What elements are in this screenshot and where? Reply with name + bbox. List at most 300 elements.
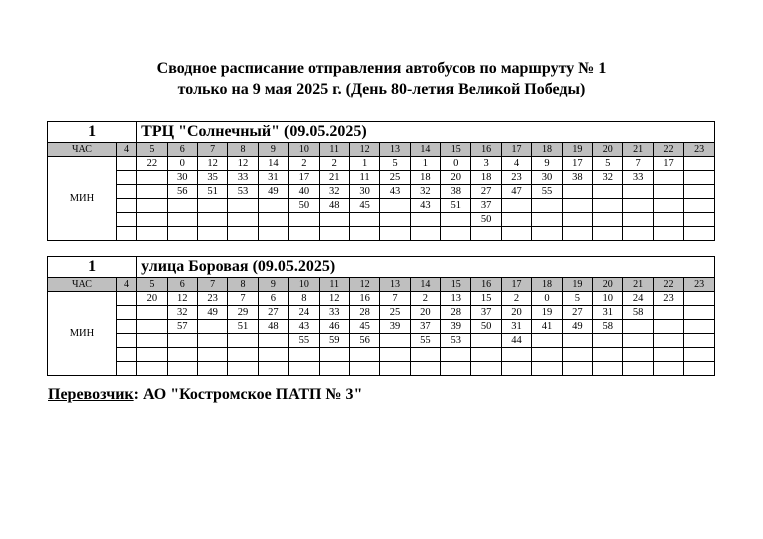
minute-cell: 1: [349, 157, 379, 171]
minute-cell: 17: [289, 171, 319, 185]
minute-cell: [562, 213, 592, 227]
minute-cell: [258, 348, 288, 362]
route-number: 1: [48, 122, 137, 143]
hour-label: ЧАС: [48, 278, 117, 292]
minute-cell: 39: [380, 320, 410, 334]
minute-cell: 37: [471, 199, 501, 213]
schedule-table-solnechny: [47, 121, 715, 241]
minute-cell: [653, 348, 683, 362]
minute-cell: 27: [258, 306, 288, 320]
minute-cell: [623, 185, 653, 199]
minute-cell: [684, 348, 715, 362]
minute-cell: 13: [441, 292, 471, 306]
minute-cell: 5: [593, 157, 623, 171]
minute-cell: [228, 334, 258, 348]
minute-cell: 30: [349, 185, 379, 199]
hour-cell: 7: [197, 143, 227, 157]
minute-cell: [137, 185, 167, 199]
minute-cell: [167, 213, 197, 227]
minute-cell: 7: [623, 157, 653, 171]
minute-cell: [593, 199, 623, 213]
minute-cell: 45: [349, 320, 379, 334]
carrier-line: [48, 386, 362, 404]
minute-cell: [116, 171, 136, 185]
minute-cell: [137, 348, 167, 362]
minute-cell: [441, 213, 471, 227]
minute-cell: 48: [258, 320, 288, 334]
hour-cell: 21: [623, 143, 653, 157]
minute-cell: [116, 362, 136, 376]
minute-cell: [197, 199, 227, 213]
minute-cell: 32: [167, 306, 197, 320]
minute-cell: 12: [197, 157, 227, 171]
minute-cell: 28: [441, 306, 471, 320]
minute-cell: 55: [410, 334, 440, 348]
minute-cell: [623, 334, 653, 348]
minute-cell: 32: [410, 185, 440, 199]
minute-cell: [319, 227, 349, 241]
minute-cell: [137, 334, 167, 348]
minute-cell: [593, 213, 623, 227]
minute-cell: 43: [289, 320, 319, 334]
minute-cell: 23: [653, 292, 683, 306]
minute-cell: [653, 227, 683, 241]
hour-cell: 12: [349, 278, 379, 292]
minute-cell: 38: [441, 185, 471, 199]
hour-row: [48, 143, 715, 157]
hour-cell: 16: [471, 143, 501, 157]
minute-cell: 32: [319, 185, 349, 199]
minute-cell: 12: [167, 292, 197, 306]
minute-cell: 53: [441, 334, 471, 348]
hour-cell: 22: [653, 143, 683, 157]
hour-cell: 20: [593, 143, 623, 157]
minute-cell: [653, 334, 683, 348]
hour-cell: 10: [289, 278, 319, 292]
minute-cell: 2: [319, 157, 349, 171]
minute-cell: [319, 213, 349, 227]
minute-cell: [349, 348, 379, 362]
hour-cell: 15: [441, 278, 471, 292]
minute-cell: [258, 227, 288, 241]
minute-cell: 22: [137, 157, 167, 171]
minute-cell: [380, 348, 410, 362]
hour-cell: 22: [653, 278, 683, 292]
minute-cell: 37: [471, 306, 501, 320]
minute-cell: 10: [593, 292, 623, 306]
minute-cell: 0: [167, 157, 197, 171]
minute-cell: 51: [197, 185, 227, 199]
hour-cell: 20: [593, 278, 623, 292]
hour-cell: 6: [167, 278, 197, 292]
minute-cell: [532, 227, 562, 241]
minute-row: [48, 292, 715, 306]
minute-cell: 44: [501, 334, 531, 348]
minute-cell: [623, 227, 653, 241]
minute-cell: [653, 199, 683, 213]
minute-cell: 51: [441, 199, 471, 213]
minute-cell: 6: [258, 292, 288, 306]
minute-cell: [532, 362, 562, 376]
hour-cell: 5: [137, 278, 167, 292]
minute-cell: 49: [197, 306, 227, 320]
minute-cell: 58: [593, 320, 623, 334]
minute-cell: 27: [471, 185, 501, 199]
minute-cell: [167, 227, 197, 241]
hour-cell: 17: [501, 278, 531, 292]
minute-cell: 35: [197, 171, 227, 185]
minute-cell: [228, 199, 258, 213]
minute-cell: 37: [410, 320, 440, 334]
minute-cell: [623, 199, 653, 213]
minute-cell: 9: [532, 157, 562, 171]
minute-cell: 17: [653, 157, 683, 171]
minute-cell: [410, 348, 440, 362]
minute-cell: 58: [623, 306, 653, 320]
hour-cell: 13: [380, 278, 410, 292]
minute-cell: 12: [319, 292, 349, 306]
minute-cell: [501, 362, 531, 376]
minute-cell: 2: [410, 292, 440, 306]
hour-cell: 12: [349, 143, 379, 157]
minute-cell: 33: [623, 171, 653, 185]
minute-cell: 32: [593, 171, 623, 185]
minute-cell: [116, 334, 136, 348]
minute-cell: 17: [562, 157, 592, 171]
minute-cell: 55: [532, 185, 562, 199]
minute-cell: [167, 362, 197, 376]
minute-cell: [471, 362, 501, 376]
hour-cell: 9: [258, 143, 288, 157]
minute-cell: [501, 348, 531, 362]
minute-cell: [532, 199, 562, 213]
minute-cell: 27: [562, 306, 592, 320]
minute-cell: [623, 320, 653, 334]
minute-cell: 30: [532, 171, 562, 185]
minute-cell: [380, 334, 410, 348]
minute-cell: 25: [380, 306, 410, 320]
minute-cell: [137, 306, 167, 320]
hour-cell: 15: [441, 143, 471, 157]
minute-cell: 0: [441, 157, 471, 171]
minute-cell: [289, 213, 319, 227]
minute-cell: [410, 227, 440, 241]
minute-cell: 40: [289, 185, 319, 199]
minute-cell: [684, 292, 715, 306]
minute-cell: [684, 171, 715, 185]
minute-cell: 41: [532, 320, 562, 334]
minute-cell: [684, 227, 715, 241]
minute-cell: 49: [562, 320, 592, 334]
schedule-table-borovaya: [47, 256, 715, 376]
minute-row: [48, 199, 715, 213]
minute-cell: [116, 227, 136, 241]
minute-cell: 31: [501, 320, 531, 334]
minute-cell: 0: [532, 292, 562, 306]
minute-cell: [167, 334, 197, 348]
minute-row: [48, 334, 715, 348]
hour-cell: 18: [532, 143, 562, 157]
minute-row: [48, 320, 715, 334]
minute-cell: 39: [441, 320, 471, 334]
minute-cell: [116, 157, 136, 171]
minute-cell: [653, 213, 683, 227]
minute-cell: [684, 185, 715, 199]
minute-cell: 5: [562, 292, 592, 306]
route-number: 1: [48, 257, 137, 278]
hour-cell: 16: [471, 278, 501, 292]
minute-cell: [593, 362, 623, 376]
minute-cell: 8: [289, 292, 319, 306]
minute-cell: 23: [501, 171, 531, 185]
carrier-label: Перевозчик: [48, 386, 134, 403]
hour-cell: 10: [289, 143, 319, 157]
minute-cell: [684, 362, 715, 376]
hour-cell: 13: [380, 143, 410, 157]
minute-cell: [441, 348, 471, 362]
minute-cell: 20: [441, 171, 471, 185]
minute-cell: 24: [623, 292, 653, 306]
minute-cell: 30: [167, 171, 197, 185]
minute-cell: 57: [167, 320, 197, 334]
minute-cell: [684, 199, 715, 213]
minute-cell: 45: [349, 199, 379, 213]
minute-cell: [471, 348, 501, 362]
carrier-separator: :: [133, 386, 139, 403]
minute-cell: [410, 213, 440, 227]
minute-cell: [380, 227, 410, 241]
minute-cell: 2: [289, 157, 319, 171]
minute-cell: [319, 362, 349, 376]
minute-cell: [228, 227, 258, 241]
minute-cell: 50: [471, 213, 501, 227]
minute-cell: 18: [410, 171, 440, 185]
hour-cell: 18: [532, 278, 562, 292]
minute-cell: [562, 227, 592, 241]
minute-cell: [197, 320, 227, 334]
hour-cell: 21: [623, 278, 653, 292]
minute-cell: 15: [471, 292, 501, 306]
minute-cell: [623, 213, 653, 227]
minute-cell: [349, 213, 379, 227]
hour-cell: 8: [228, 278, 258, 292]
minute-cell: 56: [349, 334, 379, 348]
minute-row: [48, 185, 715, 199]
minute-cell: [653, 306, 683, 320]
minute-cell: [684, 320, 715, 334]
stop-name: ТРЦ "Солнечный" (09.05.2025): [137, 122, 715, 143]
minute-cell: 50: [289, 199, 319, 213]
minute-cell: 31: [593, 306, 623, 320]
minute-cell: 33: [319, 306, 349, 320]
minute-cell: [116, 199, 136, 213]
minute-cell: [410, 362, 440, 376]
hour-cell: 14: [410, 143, 440, 157]
minute-cell: [258, 334, 288, 348]
minute-cell: [532, 213, 562, 227]
minute-cell: [653, 320, 683, 334]
minute-cell: [289, 227, 319, 241]
carrier-name: АО "Костромское ПАТП № 3": [138, 386, 363, 403]
minute-cell: [228, 213, 258, 227]
title-line-2: только на 9 мая 2025 г. (День 80-летия Великой Победы): [177, 81, 586, 98]
minute-cell: [593, 227, 623, 241]
minute-cell: [380, 213, 410, 227]
minute-cell: 28: [349, 306, 379, 320]
minute-cell: [116, 213, 136, 227]
minute-cell: 3: [471, 157, 501, 171]
route-header-row: [48, 122, 715, 143]
minute-cell: [471, 227, 501, 241]
minute-cell: [562, 362, 592, 376]
minute-cell: 33: [228, 171, 258, 185]
minute-cell: 43: [380, 185, 410, 199]
minute-cell: 7: [380, 292, 410, 306]
minute-cell: 20: [501, 306, 531, 320]
minute-cell: 16: [349, 292, 379, 306]
minute-cell: [137, 171, 167, 185]
hour-cell: 4: [116, 278, 136, 292]
minute-cell: [653, 185, 683, 199]
minute-cell: [380, 362, 410, 376]
hour-cell: 19: [562, 278, 592, 292]
minute-cell: [653, 362, 683, 376]
minute-cell: 59: [319, 334, 349, 348]
minute-cell: [258, 199, 288, 213]
minute-cell: [228, 348, 258, 362]
minute-cell: [197, 348, 227, 362]
minute-label: МИН: [48, 157, 117, 241]
minute-cell: [116, 306, 136, 320]
minute-cell: 47: [501, 185, 531, 199]
minute-cell: [684, 334, 715, 348]
minute-cell: 2: [501, 292, 531, 306]
minute-cell: 4: [501, 157, 531, 171]
minute-cell: [197, 334, 227, 348]
minute-cell: [623, 362, 653, 376]
minute-cell: 11: [349, 171, 379, 185]
minute-cell: [684, 157, 715, 171]
hour-cell: 14: [410, 278, 440, 292]
minute-cell: [137, 320, 167, 334]
minute-cell: 20: [410, 306, 440, 320]
minute-cell: [684, 213, 715, 227]
minute-cell: [258, 213, 288, 227]
hour-label: ЧАС: [48, 143, 117, 157]
minute-cell: 51: [228, 320, 258, 334]
minute-cell: [167, 348, 197, 362]
minute-cell: [441, 362, 471, 376]
hour-cell: 17: [501, 143, 531, 157]
hour-cell: 7: [197, 278, 227, 292]
minute-cell: [562, 334, 592, 348]
title-line-1: Сводное расписание отправления автобусов по маршруту № 1: [156, 60, 607, 77]
hour-cell: 23: [684, 143, 715, 157]
minute-cell: [532, 334, 562, 348]
hour-cell: 8: [228, 143, 258, 157]
minute-cell: 31: [258, 171, 288, 185]
minute-cell: 38: [562, 171, 592, 185]
hour-cell: 6: [167, 143, 197, 157]
hour-cell: 23: [684, 278, 715, 292]
minute-row: [48, 362, 715, 376]
minute-cell: [380, 199, 410, 213]
minute-cell: 14: [258, 157, 288, 171]
minute-cell: 50: [471, 320, 501, 334]
minute-cell: [116, 292, 136, 306]
stop-name: улица Боровая (09.05.2025): [137, 257, 715, 278]
minute-cell: 25: [380, 171, 410, 185]
minute-cell: [137, 199, 167, 213]
minute-cell: 49: [258, 185, 288, 199]
minute-cell: 29: [228, 306, 258, 320]
minute-cell: [197, 213, 227, 227]
minute-cell: [349, 227, 379, 241]
minute-cell: 43: [410, 199, 440, 213]
minute-cell: [197, 362, 227, 376]
minute-cell: [441, 227, 471, 241]
minute-cell: 19: [532, 306, 562, 320]
minute-cell: [137, 227, 167, 241]
minute-cell: [501, 199, 531, 213]
minute-cell: [319, 348, 349, 362]
minute-cell: 24: [289, 306, 319, 320]
minute-cell: 53: [228, 185, 258, 199]
minute-row: [48, 227, 715, 241]
hour-row: [48, 278, 715, 292]
minute-cell: [653, 171, 683, 185]
minute-cell: [289, 348, 319, 362]
hour-cell: 11: [319, 143, 349, 157]
minute-cell: [137, 362, 167, 376]
minute-cell: [684, 306, 715, 320]
hour-cell: 11: [319, 278, 349, 292]
minute-cell: [228, 362, 258, 376]
minute-cell: 48: [319, 199, 349, 213]
minute-cell: 20: [137, 292, 167, 306]
minute-cell: 55: [289, 334, 319, 348]
minute-cell: [116, 320, 136, 334]
minute-cell: 56: [167, 185, 197, 199]
minute-cell: 12: [228, 157, 258, 171]
minute-cell: 1: [410, 157, 440, 171]
minute-cell: [593, 348, 623, 362]
route-header-row: [48, 257, 715, 278]
minute-cell: 18: [471, 171, 501, 185]
hour-cell: 5: [137, 143, 167, 157]
minute-row: [48, 213, 715, 227]
hour-cell: 4: [116, 143, 136, 157]
minute-row: [48, 171, 715, 185]
minute-row: [48, 306, 715, 320]
minute-cell: [471, 334, 501, 348]
minute-cell: 46: [319, 320, 349, 334]
minute-cell: 21: [319, 171, 349, 185]
minute-cell: 5: [380, 157, 410, 171]
minute-cell: [623, 348, 653, 362]
minute-cell: [289, 362, 319, 376]
minute-cell: [137, 213, 167, 227]
minute-cell: [501, 227, 531, 241]
minute-cell: [593, 185, 623, 199]
minute-cell: [116, 348, 136, 362]
minute-cell: [501, 213, 531, 227]
minute-cell: 7: [228, 292, 258, 306]
minute-cell: [116, 185, 136, 199]
minute-cell: [562, 185, 592, 199]
minute-cell: [349, 362, 379, 376]
minute-cell: [562, 199, 592, 213]
